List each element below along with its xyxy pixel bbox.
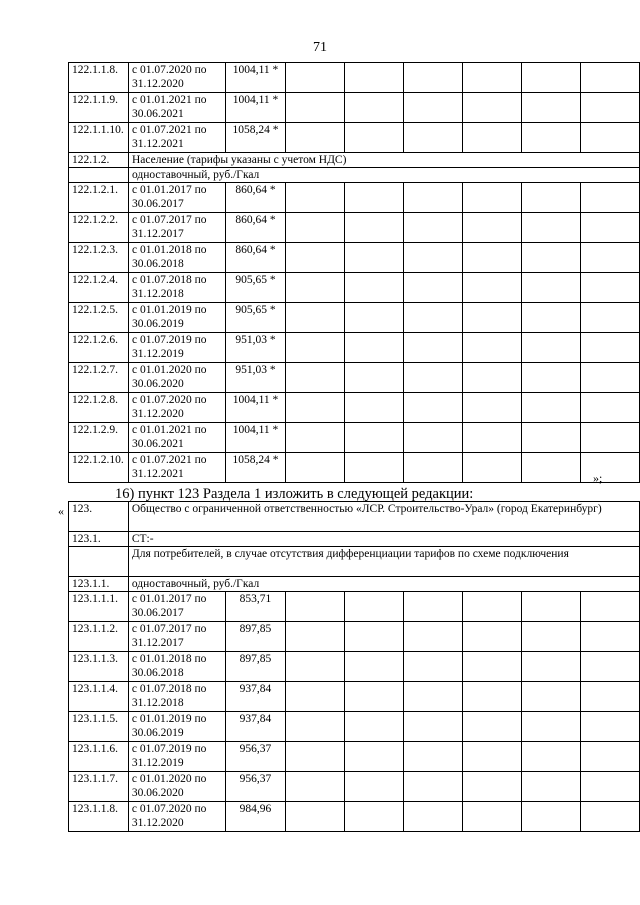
empty-cell xyxy=(344,363,403,393)
table-row xyxy=(69,502,640,532)
table-row xyxy=(69,363,640,393)
empty-cell xyxy=(285,393,344,423)
row-value: 1004,11 * xyxy=(226,93,286,123)
empty-cell xyxy=(462,123,521,153)
row-code: 122.1.2.4. xyxy=(69,273,129,303)
table-row xyxy=(69,592,640,622)
row-period: с 01.01.2020 по 30.06.2020 xyxy=(128,772,225,802)
empty-cell xyxy=(521,802,580,832)
empty-cell xyxy=(344,423,403,453)
row-period: с 01.07.2019 по 31.12.2019 xyxy=(128,333,225,363)
row-code: 122.1.2.5. xyxy=(69,303,129,333)
empty-cell xyxy=(462,243,521,273)
tariff-table-123 xyxy=(68,501,640,832)
row-value: 1058,24 * xyxy=(226,453,286,483)
row-code: 122.1.2.1. xyxy=(69,183,129,213)
row-code: 122.1.2.9. xyxy=(69,423,129,453)
empty-cell xyxy=(403,712,462,742)
empty-cell xyxy=(462,622,521,652)
row-code: 122.1.1.8. xyxy=(69,63,129,93)
table-row xyxy=(69,532,640,547)
row-value: 956,37 xyxy=(226,772,286,802)
table-row xyxy=(69,303,640,333)
table-row xyxy=(69,333,640,363)
empty-cell xyxy=(580,243,639,273)
empty-cell xyxy=(403,592,462,622)
empty-cell xyxy=(285,453,344,483)
empty-cell xyxy=(344,652,403,682)
row-code: 123.1.1.8. xyxy=(69,802,129,832)
row-code: 122.1.1.9. xyxy=(69,93,129,123)
empty-cell xyxy=(285,622,344,652)
row-description: одноставочный, руб./Гкал xyxy=(128,168,639,183)
table-row xyxy=(69,123,640,153)
row-code: 122.1.2.7. xyxy=(69,363,129,393)
row-description: СТ:- xyxy=(128,532,639,547)
empty-cell xyxy=(403,363,462,393)
empty-cell xyxy=(285,423,344,453)
empty-cell xyxy=(580,453,639,483)
row-description: Население (тарифы указаны с учетом НДС) xyxy=(128,153,639,168)
empty-cell xyxy=(285,682,344,712)
row-code: 122.1.1.10. xyxy=(69,123,129,153)
empty-cell xyxy=(403,333,462,363)
empty-cell xyxy=(580,592,639,622)
empty-cell xyxy=(462,682,521,712)
row-value: 1004,11 * xyxy=(226,63,286,93)
row-description: Для потребителей, в случае отсутствия дифференциации тарифов по схеме подключения xyxy=(128,547,639,577)
empty-cell xyxy=(285,93,344,123)
table-row xyxy=(69,453,640,483)
empty-cell xyxy=(285,123,344,153)
table-row xyxy=(69,183,640,213)
empty-cell xyxy=(521,333,580,363)
empty-cell xyxy=(403,742,462,772)
empty-cell xyxy=(285,213,344,243)
row-period: с 01.01.2021 по 30.06.2021 xyxy=(128,93,225,123)
empty-cell xyxy=(285,303,344,333)
empty-cell xyxy=(462,333,521,363)
row-code: 123. xyxy=(69,502,129,532)
row-code: 123.1.1. xyxy=(69,577,129,592)
row-value: 905,65 * xyxy=(226,273,286,303)
empty-cell xyxy=(403,63,462,93)
empty-cell xyxy=(344,712,403,742)
section-heading: 16) пункт 123 Раздела 1 изложить в следующей редакции: xyxy=(115,486,474,502)
empty-cell xyxy=(403,183,462,213)
empty-cell xyxy=(580,712,639,742)
empty-cell xyxy=(462,453,521,483)
row-code: 123.1.1.1. xyxy=(69,592,129,622)
row-value: 951,03 * xyxy=(226,363,286,393)
row-code: 122.1.2. xyxy=(69,153,129,168)
closing-quote: »; xyxy=(593,471,603,485)
table-row xyxy=(69,153,640,168)
row-code xyxy=(69,547,129,577)
empty-cell xyxy=(285,243,344,273)
empty-cell xyxy=(344,273,403,303)
empty-cell xyxy=(285,712,344,742)
empty-cell xyxy=(344,592,403,622)
table-row xyxy=(69,682,640,712)
row-period: с 01.01.2018 по 30.06.2018 xyxy=(128,243,225,273)
table-row xyxy=(69,273,640,303)
empty-cell xyxy=(521,592,580,622)
empty-cell xyxy=(580,333,639,363)
row-period: с 01.01.2017 по 30.06.2017 xyxy=(128,183,225,213)
empty-cell xyxy=(285,273,344,303)
empty-cell xyxy=(580,802,639,832)
table-row xyxy=(69,712,640,742)
table-row xyxy=(69,577,640,592)
empty-cell xyxy=(521,243,580,273)
table-row xyxy=(69,168,640,183)
table-row xyxy=(69,93,640,123)
row-value: 951,03 * xyxy=(226,333,286,363)
row-value: 897,85 xyxy=(226,622,286,652)
empty-cell xyxy=(462,802,521,832)
empty-cell xyxy=(580,63,639,93)
empty-cell xyxy=(285,592,344,622)
row-period: с 01.07.2020 по 31.12.2020 xyxy=(128,63,225,93)
empty-cell xyxy=(403,243,462,273)
table-row xyxy=(69,63,640,93)
empty-cell xyxy=(462,273,521,303)
empty-cell xyxy=(462,303,521,333)
empty-cell xyxy=(580,183,639,213)
row-code: 123.1.1.5. xyxy=(69,712,129,742)
empty-cell xyxy=(403,303,462,333)
empty-cell xyxy=(344,303,403,333)
row-value: 860,64 * xyxy=(226,213,286,243)
empty-cell xyxy=(403,682,462,712)
row-period: с 01.07.2019 по 31.12.2019 xyxy=(128,742,225,772)
empty-cell xyxy=(344,682,403,712)
row-value: 1058,24 * xyxy=(226,123,286,153)
table-row xyxy=(69,547,640,577)
row-period: с 01.07.2017 по 31.12.2017 xyxy=(128,622,225,652)
empty-cell xyxy=(521,682,580,712)
row-period: с 01.07.2020 по 31.12.2020 xyxy=(128,393,225,423)
table-row xyxy=(69,742,640,772)
empty-cell xyxy=(580,213,639,243)
empty-cell xyxy=(521,652,580,682)
empty-cell xyxy=(344,333,403,363)
empty-cell xyxy=(580,652,639,682)
empty-cell xyxy=(462,592,521,622)
empty-cell xyxy=(285,802,344,832)
empty-cell xyxy=(344,63,403,93)
empty-cell xyxy=(344,742,403,772)
row-period: с 01.01.2017 по 30.06.2017 xyxy=(128,592,225,622)
row-period: с 01.01.2019 по 30.06.2019 xyxy=(128,303,225,333)
empty-cell xyxy=(462,712,521,742)
row-period: с 01.07.2018 по 31.12.2018 xyxy=(128,273,225,303)
empty-cell xyxy=(285,652,344,682)
empty-cell xyxy=(580,772,639,802)
row-period: с 01.07.2020 по 31.12.2020 xyxy=(128,802,225,832)
row-period: с 01.07.2018 по 31.12.2018 xyxy=(128,682,225,712)
empty-cell xyxy=(344,213,403,243)
empty-cell xyxy=(521,273,580,303)
empty-cell xyxy=(580,622,639,652)
empty-cell xyxy=(521,303,580,333)
row-code: 123.1.1.2. xyxy=(69,622,129,652)
empty-cell xyxy=(285,183,344,213)
empty-cell xyxy=(521,772,580,802)
table-row xyxy=(69,802,640,832)
empty-cell xyxy=(462,393,521,423)
empty-cell xyxy=(403,273,462,303)
row-period: с 01.07.2017 по 31.12.2017 xyxy=(128,213,225,243)
empty-cell xyxy=(521,742,580,772)
table-row xyxy=(69,622,640,652)
row-period: с 01.07.2021 по 31.12.2021 xyxy=(128,453,225,483)
empty-cell xyxy=(521,183,580,213)
row-code: 123.1.1.7. xyxy=(69,772,129,802)
row-description: одноставочный, руб./Гкал xyxy=(128,577,639,592)
row-description: Общество с ограниченной ответственностью «ЛСР. Строительство-Урал» (город Екатеринбург) xyxy=(128,502,639,532)
empty-cell xyxy=(521,93,580,123)
table-row xyxy=(69,423,640,453)
page-number: 71 xyxy=(313,40,327,55)
empty-cell xyxy=(521,622,580,652)
empty-cell xyxy=(403,772,462,802)
empty-cell xyxy=(580,123,639,153)
row-period: с 01.01.2018 по 30.06.2018 xyxy=(128,652,225,682)
empty-cell xyxy=(403,652,462,682)
row-period: с 01.01.2019 по 30.06.2019 xyxy=(128,712,225,742)
row-value: 860,64 * xyxy=(226,183,286,213)
empty-cell xyxy=(462,63,521,93)
empty-cell xyxy=(403,93,462,123)
row-code: 123.1.1.6. xyxy=(69,742,129,772)
empty-cell xyxy=(521,453,580,483)
empty-cell xyxy=(580,93,639,123)
empty-cell xyxy=(285,742,344,772)
empty-cell xyxy=(344,622,403,652)
row-code: 122.1.2.3. xyxy=(69,243,129,273)
empty-cell xyxy=(344,772,403,802)
empty-cell xyxy=(462,213,521,243)
empty-cell xyxy=(344,453,403,483)
empty-cell xyxy=(403,622,462,652)
empty-cell xyxy=(462,183,521,213)
row-value: 984,96 xyxy=(226,802,286,832)
empty-cell xyxy=(521,363,580,393)
empty-cell xyxy=(344,123,403,153)
empty-cell xyxy=(580,682,639,712)
empty-cell xyxy=(344,393,403,423)
empty-cell xyxy=(580,423,639,453)
table-row xyxy=(69,393,640,423)
empty-cell xyxy=(580,273,639,303)
empty-cell xyxy=(403,393,462,423)
empty-cell xyxy=(285,363,344,393)
empty-cell xyxy=(462,93,521,123)
empty-cell xyxy=(403,453,462,483)
row-value: 897,85 xyxy=(226,652,286,682)
table-row xyxy=(69,772,640,802)
empty-cell xyxy=(344,802,403,832)
row-code: 122.1.2.8. xyxy=(69,393,129,423)
empty-cell xyxy=(521,712,580,742)
row-value: 1004,11 * xyxy=(226,423,286,453)
empty-cell xyxy=(521,63,580,93)
row-code: 123.1.1.4. xyxy=(69,682,129,712)
table-row xyxy=(69,213,640,243)
empty-cell xyxy=(521,123,580,153)
row-value: 956,37 xyxy=(226,742,286,772)
empty-cell xyxy=(462,363,521,393)
row-value: 937,84 xyxy=(226,682,286,712)
empty-cell xyxy=(344,183,403,213)
table-row xyxy=(69,652,640,682)
row-period: с 01.01.2021 по 30.06.2021 xyxy=(128,423,225,453)
empty-cell xyxy=(521,393,580,423)
row-code: 122.1.2.2. xyxy=(69,213,129,243)
empty-cell xyxy=(521,423,580,453)
empty-cell xyxy=(462,742,521,772)
empty-cell xyxy=(285,333,344,363)
empty-cell xyxy=(462,423,521,453)
row-value: 905,65 * xyxy=(226,303,286,333)
row-code xyxy=(69,168,129,183)
empty-cell xyxy=(403,213,462,243)
empty-cell xyxy=(285,772,344,802)
tariff-table-122 xyxy=(68,62,640,483)
empty-cell xyxy=(285,63,344,93)
empty-cell xyxy=(403,123,462,153)
empty-cell xyxy=(403,423,462,453)
row-code: 123.1.1.3. xyxy=(69,652,129,682)
empty-cell xyxy=(580,303,639,333)
row-code: 122.1.2.6. xyxy=(69,333,129,363)
empty-cell xyxy=(580,393,639,423)
row-value: 937,84 xyxy=(226,712,286,742)
empty-cell xyxy=(344,93,403,123)
empty-cell xyxy=(403,802,462,832)
row-code: 123.1. xyxy=(69,532,129,547)
empty-cell xyxy=(462,652,521,682)
table-row xyxy=(69,243,640,273)
row-value: 1004,11 * xyxy=(226,393,286,423)
opening-quote: « xyxy=(58,504,64,518)
empty-cell xyxy=(580,742,639,772)
row-value: 860,64 * xyxy=(226,243,286,273)
empty-cell xyxy=(521,213,580,243)
empty-cell xyxy=(580,363,639,393)
empty-cell xyxy=(344,243,403,273)
row-code: 122.1.2.10. xyxy=(69,453,129,483)
row-period: с 01.01.2020 по 30.06.2020 xyxy=(128,363,225,393)
row-value: 853,71 xyxy=(226,592,286,622)
empty-cell xyxy=(462,772,521,802)
row-period: с 01.07.2021 по 31.12.2021 xyxy=(128,123,225,153)
